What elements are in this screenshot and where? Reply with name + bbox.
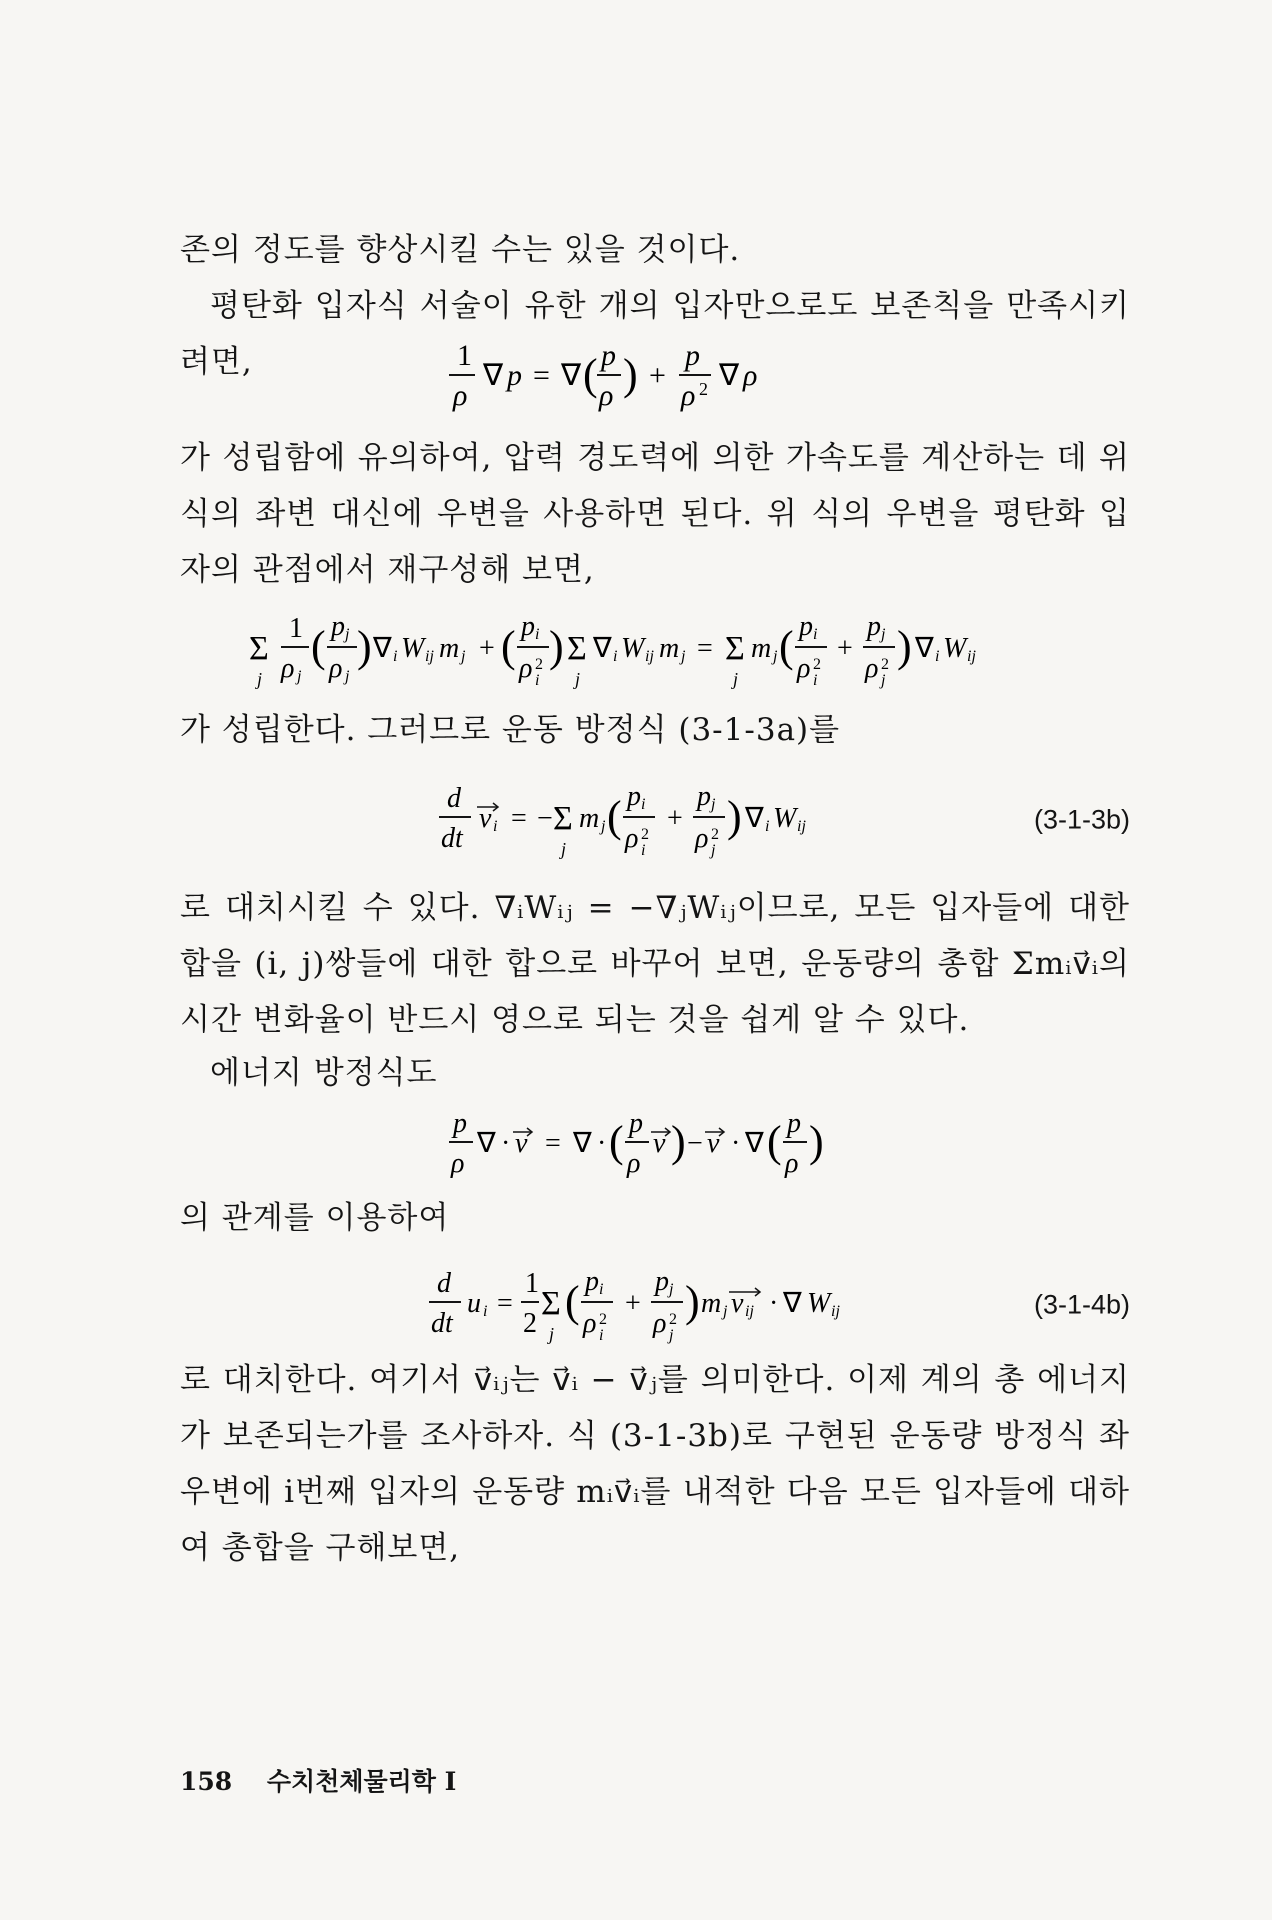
svg-text:i: i xyxy=(641,796,646,813)
svg-text:j: j xyxy=(461,648,466,665)
svg-text:j: j xyxy=(723,1303,728,1320)
svg-text:j: j xyxy=(601,818,606,835)
equation-3-svg xyxy=(435,775,875,865)
svg-text:·: · xyxy=(731,1128,741,1159)
svg-text:ρ: ρ xyxy=(785,1148,799,1179)
svg-text:j: j xyxy=(549,1324,555,1344)
svg-text:∇: ∇ xyxy=(561,359,582,392)
svg-text:2: 2 xyxy=(535,656,543,673)
svg-text:+: + xyxy=(649,359,666,392)
svg-text:(: ( xyxy=(501,622,516,671)
svg-text:): ) xyxy=(809,1117,824,1166)
svg-text:p: p xyxy=(331,611,345,642)
book-title: 수치천체물리학 I xyxy=(266,1767,457,1796)
svg-text:−: − xyxy=(537,803,553,834)
svg-text:i: i xyxy=(935,648,940,665)
svg-text:p: p xyxy=(655,1266,669,1297)
svg-text:j: j xyxy=(669,1281,674,1298)
svg-text:W: W xyxy=(943,633,967,664)
svg-text:2: 2 xyxy=(669,1311,677,1328)
svg-text:j: j xyxy=(881,626,886,643)
svg-text:=: = xyxy=(533,359,550,392)
svg-text:1: 1 xyxy=(525,1268,539,1299)
svg-text:ρ: ρ xyxy=(519,653,533,684)
svg-text:W: W xyxy=(807,1288,831,1319)
svg-text:ρ: ρ xyxy=(281,653,295,684)
svg-text:j: j xyxy=(733,669,739,689)
svg-text:p: p xyxy=(453,1108,467,1139)
svg-text:v: v xyxy=(653,1128,666,1159)
svg-text:p: p xyxy=(507,359,522,392)
svg-text:2: 2 xyxy=(699,379,708,399)
svg-text:(: ( xyxy=(779,622,794,671)
svg-text:∇: ∇ xyxy=(719,359,740,392)
svg-text:∇: ∇ xyxy=(373,633,392,664)
svg-text:W: W xyxy=(621,633,645,664)
svg-text:·: · xyxy=(501,1128,511,1159)
paragraph-7: 의 관계를 이용하여 xyxy=(180,1200,450,1236)
svg-text:v: v xyxy=(731,1288,744,1319)
svg-text:·: · xyxy=(597,1128,607,1159)
svg-text:): ) xyxy=(685,1277,700,1326)
svg-text:2: 2 xyxy=(641,826,649,843)
svg-text:v: v xyxy=(515,1128,528,1159)
svg-text:·: · xyxy=(769,1288,779,1319)
svg-text:ρ: ρ xyxy=(627,1148,641,1179)
equation-1-svg xyxy=(445,335,865,415)
svg-text:v: v xyxy=(707,1128,720,1159)
svg-text:): ) xyxy=(357,622,372,671)
svg-text:u: u xyxy=(467,1288,481,1319)
svg-text:∇: ∇ xyxy=(573,1128,592,1159)
equation-5 xyxy=(180,1260,1130,1350)
svg-text:ρ: ρ xyxy=(625,823,639,854)
svg-text:ij: ij xyxy=(645,648,654,665)
svg-text:i: i xyxy=(765,818,770,835)
svg-text:i: i xyxy=(613,648,618,665)
equation-1 xyxy=(180,335,1130,415)
svg-text:j: j xyxy=(669,1327,674,1344)
svg-text:i: i xyxy=(813,672,818,689)
equation-2-svg xyxy=(245,605,1065,695)
svg-text:ρ: ρ xyxy=(453,379,468,412)
paragraph-6: 에너지 방정식도 xyxy=(210,1055,438,1091)
svg-text:): ) xyxy=(727,792,742,841)
svg-text:2: 2 xyxy=(523,1308,537,1339)
svg-text:ij: ij xyxy=(797,818,806,835)
svg-text:i: i xyxy=(599,1281,604,1298)
svg-text:=: = xyxy=(545,1128,561,1159)
svg-text:dt: dt xyxy=(441,823,463,854)
svg-text:(: ( xyxy=(583,350,598,399)
svg-text:j: j xyxy=(711,796,716,813)
svg-text:∇: ∇ xyxy=(915,633,934,664)
svg-text:ij: ij xyxy=(425,648,434,665)
svg-text:ρ: ρ xyxy=(583,1308,597,1339)
page-number: 158 xyxy=(180,1767,233,1796)
svg-text:ρ: ρ xyxy=(865,653,879,684)
svg-text:W: W xyxy=(401,633,425,664)
equation-4-svg xyxy=(445,1100,865,1190)
paragraph-4: 가 성립한다. 그러므로 운동 방정식 (3-1-3a)를 xyxy=(180,712,841,748)
svg-text:j: j xyxy=(711,842,716,859)
svg-text:dt: dt xyxy=(431,1308,453,1339)
svg-text:j: j xyxy=(575,669,581,689)
svg-text:+: + xyxy=(479,633,495,664)
svg-text:i: i xyxy=(483,1303,488,1320)
svg-text:d: d xyxy=(447,783,461,814)
svg-text:ij: ij xyxy=(967,648,976,665)
svg-text:+: + xyxy=(667,803,683,834)
paragraph-8: 로 대치한다. 여기서 v⃗ᵢⱼ는 v⃗ᵢ − v⃗ⱼ를 의미한다. 이제 계의 총 에너지가 보존되는가를 조사하자. 식 (3-1-3b)로 구현된 운동량 방정식 좌우변에 i번째 입자의 운동량 mᵢv⃗ᵢ를 내적한 다음 모든 입자들에 대하여 총합을 구해보면, xyxy=(180,1362,1130,1566)
svg-text:∇: ∇ xyxy=(483,359,504,392)
svg-text:Σ: Σ xyxy=(553,800,573,837)
svg-text:=: = xyxy=(497,1288,513,1319)
svg-text:j: j xyxy=(297,668,302,685)
equation-3 xyxy=(180,775,1130,865)
svg-text:2: 2 xyxy=(711,826,719,843)
svg-text:p: p xyxy=(867,611,881,642)
equation-5-svg xyxy=(425,1260,885,1350)
svg-text:m: m xyxy=(751,633,772,664)
svg-text:+: + xyxy=(625,1288,641,1319)
svg-text:−: − xyxy=(687,1128,703,1159)
svg-text:ρ: ρ xyxy=(681,379,696,412)
svg-text:+: + xyxy=(837,633,853,664)
svg-text:=: = xyxy=(511,803,527,834)
svg-text:i: i xyxy=(493,818,498,835)
svg-text:∇: ∇ xyxy=(745,803,764,834)
svg-text:ρ: ρ xyxy=(329,653,343,684)
svg-text:1: 1 xyxy=(457,339,472,372)
equation-4 xyxy=(180,1100,1130,1190)
page-footer xyxy=(180,1762,456,1798)
svg-text:p: p xyxy=(627,781,641,812)
svg-text:p: p xyxy=(629,1108,643,1139)
svg-text:∇: ∇ xyxy=(593,633,612,664)
svg-text:W: W xyxy=(773,803,797,834)
svg-text:i: i xyxy=(535,626,540,643)
svg-text:m: m xyxy=(439,633,460,664)
svg-text:m: m xyxy=(701,1288,722,1319)
svg-text:p: p xyxy=(601,339,616,372)
svg-text:j: j xyxy=(345,626,350,643)
paragraph-3: 가 성립함에 유의하여, 압력 경도력에 의한 가속도를 계산하는 데 위 식의 좌변 대신에 우변을 사용하면 된다. 위 식의 우변을 평탄화 입자의 관점에서 재구성해 보면, xyxy=(180,440,1130,588)
svg-text:p: p xyxy=(521,611,535,642)
svg-text:ρ: ρ xyxy=(599,379,614,412)
svg-text:p: p xyxy=(685,339,700,372)
svg-text:p: p xyxy=(697,781,711,812)
svg-text:j: j xyxy=(561,839,567,859)
svg-text:∇: ∇ xyxy=(783,1288,802,1319)
svg-text:i: i xyxy=(813,626,818,643)
svg-text:m: m xyxy=(579,803,600,834)
equation-2 xyxy=(180,605,1130,695)
svg-text:ρ: ρ xyxy=(451,1148,465,1179)
svg-text:1: 1 xyxy=(289,613,303,644)
svg-text:v: v xyxy=(479,803,492,834)
equation-5-number: (3-1-4b) xyxy=(1033,1289,1130,1320)
svg-text:j: j xyxy=(881,672,886,689)
svg-text:p: p xyxy=(799,611,813,642)
svg-text:ij: ij xyxy=(745,1303,754,1320)
equation-3-number: (3-1-3b) xyxy=(1033,804,1130,835)
paragraph-1: 존의 정도를 향상시킬 수는 있을 것이다. xyxy=(180,232,741,268)
svg-text:): ) xyxy=(897,622,912,671)
svg-text:j: j xyxy=(773,648,778,665)
svg-text:(: ( xyxy=(311,622,326,671)
svg-text:(: ( xyxy=(609,1117,624,1166)
svg-text:i: i xyxy=(599,1327,604,1344)
svg-text:): ) xyxy=(623,350,638,399)
svg-text:ij: ij xyxy=(831,1303,840,1320)
svg-text:ρ: ρ xyxy=(653,1308,667,1339)
svg-text:2: 2 xyxy=(813,656,821,673)
svg-text:∇: ∇ xyxy=(745,1128,764,1159)
svg-text:Σ: Σ xyxy=(567,630,587,667)
svg-text:p: p xyxy=(787,1108,801,1139)
svg-text:Σ: Σ xyxy=(725,630,745,667)
svg-text:d: d xyxy=(437,1268,451,1299)
svg-text:(: ( xyxy=(565,1277,580,1326)
svg-text:(: ( xyxy=(767,1117,782,1166)
svg-text:ρ: ρ xyxy=(695,823,709,854)
paragraph-2: 평탄화 입자식 서술이 유한 개의 입자만으로도 보존칙을 만족시키려면, xyxy=(180,288,1130,380)
svg-text:j: j xyxy=(345,668,350,685)
svg-text:i: i xyxy=(641,842,646,859)
svg-text:i: i xyxy=(393,648,398,665)
svg-text:j: j xyxy=(681,648,686,665)
svg-text:m: m xyxy=(659,633,680,664)
svg-text:p: p xyxy=(585,1266,599,1297)
svg-text:(: ( xyxy=(607,792,622,841)
svg-text:∇: ∇ xyxy=(477,1128,496,1159)
svg-text:Σ: Σ xyxy=(541,1285,561,1322)
svg-text:2: 2 xyxy=(599,1311,607,1328)
svg-text:Σ: Σ xyxy=(249,630,269,667)
paragraph-5: 로 대치시킬 수 있다. ∇ᵢWᵢⱼ = −∇ⱼWᵢⱼ이므로, 모든 입자들에 대한 합을 (i, j)쌍들에 대한 합으로 바꾸어 보면, 운동량의 총합 Σmᵢv⃗ᵢ의 시간 변화율이 반드시 영으로 되는 것을 쉽게 알 수 있다. xyxy=(180,890,1130,1038)
svg-text:=: = xyxy=(697,633,713,664)
svg-text:ρ: ρ xyxy=(797,653,811,684)
svg-text:2: 2 xyxy=(881,656,889,673)
svg-text:ρ: ρ xyxy=(743,359,758,392)
svg-text:j: j xyxy=(257,669,263,689)
svg-text:): ) xyxy=(671,1117,686,1166)
svg-text:): ) xyxy=(549,622,564,671)
svg-text:i: i xyxy=(535,672,540,689)
